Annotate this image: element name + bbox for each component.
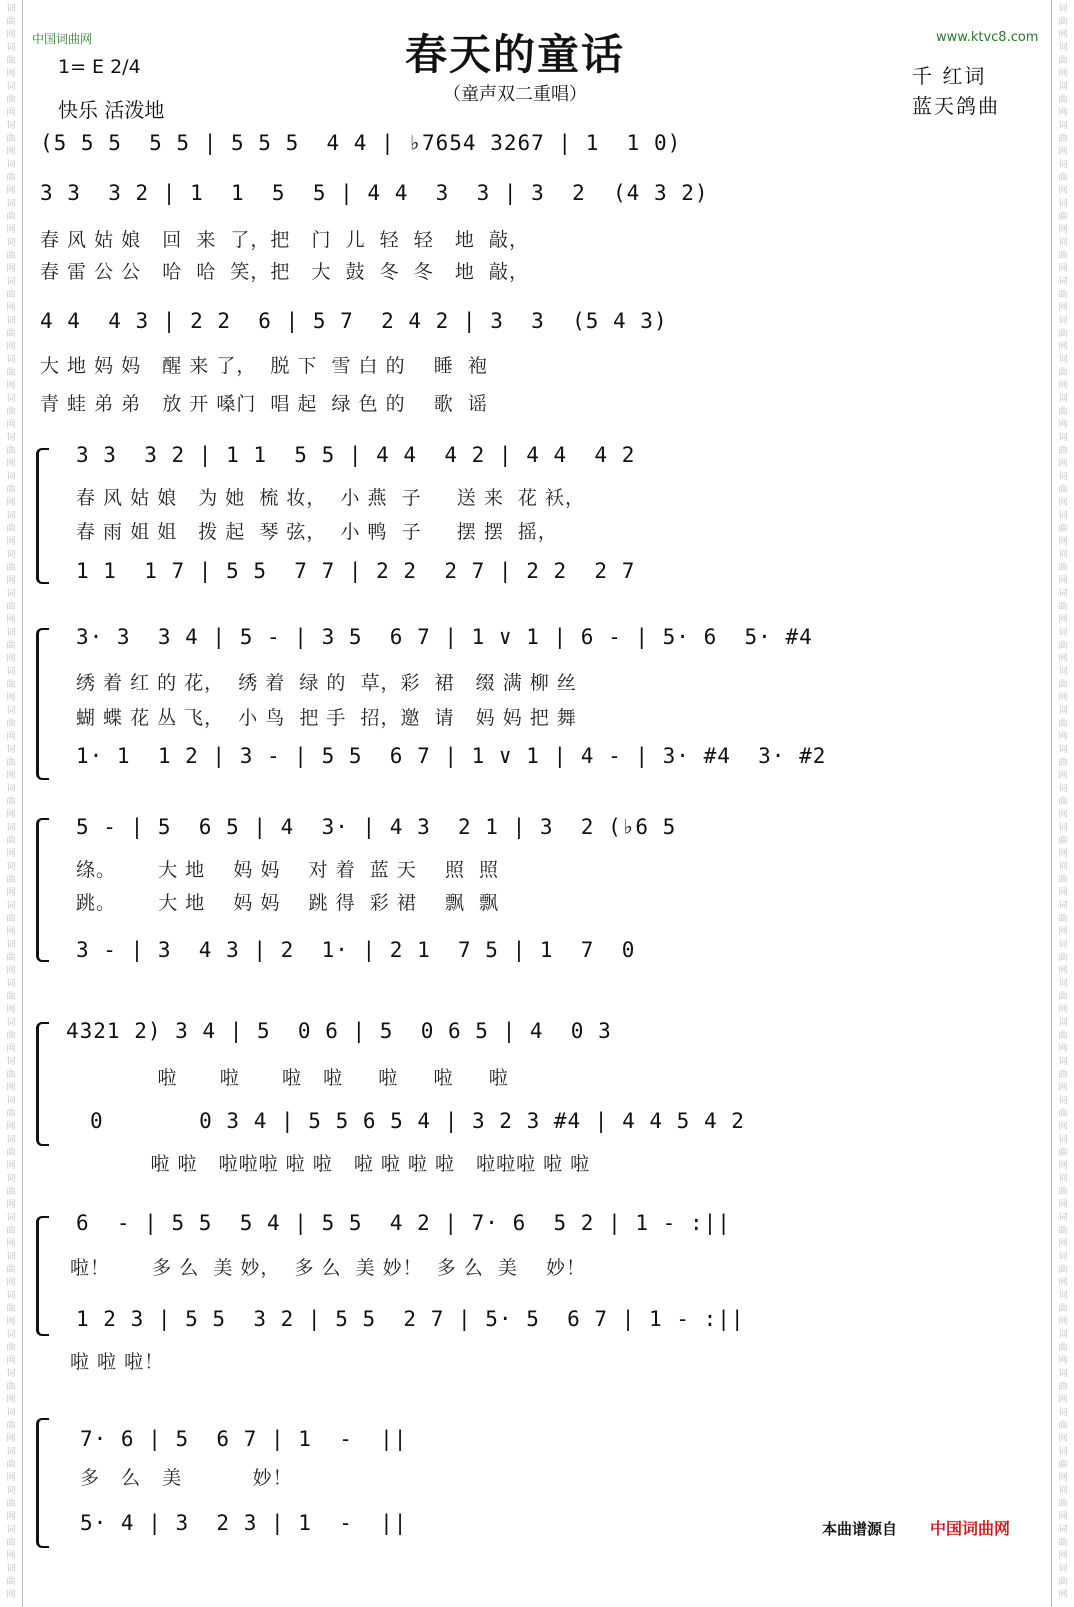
watermark-glyph: 曲 (6, 1577, 16, 1587)
watermark-glyph: 词 (1058, 862, 1068, 872)
watermark-glyph: 曲 (6, 95, 16, 105)
system-brace (36, 818, 49, 962)
watermark-glyph: 网 (1058, 810, 1068, 820)
watermark-glyph: 网 (6, 693, 16, 703)
lyrics-chorus1-line1: 春 风 姑 娘 为 她 梳 妆， 小 燕 子 送 来 花 袄， (76, 487, 585, 509)
watermark-glyph: 网 (1058, 264, 1068, 274)
watermark-glyph: 曲 (6, 563, 16, 573)
watermark-glyph: 曲 (6, 446, 16, 456)
watermark-glyph: 网 (1058, 1317, 1068, 1327)
watermark-glyph: 词 (6, 823, 16, 833)
watermark-glyph: 曲 (6, 407, 16, 417)
watermark-glyph: 词 (1058, 511, 1068, 521)
watermark-glyph: 网 (6, 108, 16, 118)
score-row-chorus5-lower: 1 2 3 | 5 5 3 2 | 5 5 2 7 | 5· 5 6 7 | 1 - :|| (76, 1307, 745, 1331)
watermark-glyph: 网 (6, 1317, 16, 1327)
watermark-glyph: 曲 (6, 1538, 16, 1548)
lyrics-chorus5-line1: 啦！ 多 么 美 妙， 多 么 美 妙！ 多 么 美 妙！ (70, 1257, 586, 1279)
watermark-glyph: 词 (6, 199, 16, 209)
watermark-strip-left (0, 0, 23, 1607)
watermark-glyph: 曲 (1058, 56, 1068, 66)
watermark-glyph: 词 (6, 1174, 16, 1184)
watermark-glyph: 词 (1058, 433, 1068, 443)
watermark-glyph: 词 (6, 277, 16, 287)
watermark-glyph: 词 (6, 160, 16, 170)
watermark-glyph: 网 (1058, 888, 1068, 898)
lyrics-chorus3-line1: 绦。 大 地 妈 妈 对 着 蓝 天 照 照 (76, 859, 500, 881)
score-row-chorus2-upper: 3· 3 3 4 | 5 - | 3 5 6 7 | 1 ∨ 1 | 6 - | 5· 6 5· #4 (76, 625, 813, 649)
watermark-glyph: 网 (1058, 147, 1068, 157)
watermark-glyph: 词 (1058, 1135, 1068, 1145)
watermark-glyph: 词 (1058, 1174, 1068, 1184)
score-row-coda-lower: 5· 4 | 3 2 3 | 1 - || (80, 1511, 408, 1535)
watermark-glyph: 词 (6, 1213, 16, 1223)
watermark-glyph: 词 (1058, 940, 1068, 950)
watermark-glyph: 网 (1058, 1551, 1068, 1561)
score-row-chorus1-upper: 3 3 3 2 | 1 1 5 5 | 4 4 4 2 | 4 4 4 2 (76, 443, 636, 467)
lyrics-coda: 多 么 美 妙！ (80, 1467, 293, 1489)
watermark-glyph: 曲 (1058, 95, 1068, 105)
watermark-glyph: 网 (1058, 732, 1068, 742)
watermark-glyph: 词 (6, 355, 16, 365)
watermark-glyph: 网 (6, 1395, 16, 1405)
watermark-glyph: 曲 (6, 134, 16, 144)
watermark-glyph: 曲 (1058, 758, 1068, 768)
watermark-glyph: 网 (6, 1356, 16, 1366)
system-brace (36, 1216, 49, 1336)
watermark-glyph: 词 (6, 433, 16, 443)
score-row-chorus5-upper: 6 - | 5 5 5 4 | 5 5 4 2 | 7· 6 5 2 | 1 - :|| (76, 1211, 731, 1235)
watermark-glyph: 网 (1058, 1356, 1068, 1366)
watermark-glyph: 网 (6, 147, 16, 157)
watermark-glyph: 网 (1058, 1512, 1068, 1522)
watermark-glyph: 曲 (6, 1460, 16, 1470)
score-row-chorus1-lower: 1 1 1 7 | 5 5 7 7 | 2 2 2 7 | 2 2 2 7 (76, 559, 636, 583)
watermark-glyph: 网 (6, 225, 16, 235)
watermark-glyph: 词 (6, 1291, 16, 1301)
watermark-glyph: 词 (1058, 160, 1068, 170)
watermark-glyph: 曲 (6, 1343, 16, 1353)
watermark-glyph: 词 (1058, 784, 1068, 794)
watermark-glyph: 曲 (6, 1421, 16, 1431)
watermark-glyph: 曲 (6, 56, 16, 66)
watermark-glyph: 网 (6, 459, 16, 469)
watermark-glyph: 词 (1058, 277, 1068, 287)
watermark-glyph: 词 (1058, 199, 1068, 209)
watermark-glyph: 网 (6, 966, 16, 976)
watermark-glyph: 网 (6, 537, 16, 547)
score-row-chorus3-lower: 3 - | 3 4 3 | 2 1· | 2 1 7 5 | 1 7 0 (76, 938, 636, 962)
watermark-glyph: 曲 (1058, 1265, 1068, 1275)
watermark-glyph: 词 (6, 706, 16, 716)
lyrics-chorus1-line2: 春 雨 姐 姐 拨 起 琴 弦， 小 鸭 子 摆 摆 摇， (76, 521, 558, 543)
watermark-glyph: 词 (6, 667, 16, 677)
watermark-glyph: 词 (1058, 589, 1068, 599)
site-url-right[interactable]: www.ktvc8.com (936, 30, 1039, 45)
watermark-glyph: 词 (1058, 121, 1068, 131)
watermark-glyph: 曲 (1058, 1070, 1068, 1080)
watermark-glyph: 曲 (6, 1499, 16, 1509)
watermark-glyph: 词 (6, 1369, 16, 1379)
watermark-glyph: 词 (1058, 745, 1068, 755)
watermark-glyph: 网 (6, 303, 16, 313)
watermark-glyph: 曲 (6, 1031, 16, 1041)
watermark-glyph: 曲 (1058, 1382, 1068, 1392)
watermark-glyph: 网 (1058, 927, 1068, 937)
watermark-glyph: 曲 (6, 797, 16, 807)
watermark-glyph: 词 (6, 979, 16, 989)
watermark-glyph: 曲 (1058, 446, 1068, 456)
watermark-glyph: 曲 (1058, 1343, 1068, 1353)
watermark-glyph: 词 (1058, 43, 1068, 53)
watermark-glyph: 词 (6, 940, 16, 950)
watermark-glyph: 曲 (1058, 1499, 1068, 1509)
watermark-glyph: 词 (6, 1447, 16, 1457)
watermark-glyph: 词 (1058, 472, 1068, 482)
watermark-glyph: 网 (6, 654, 16, 664)
watermark-glyph: 曲 (6, 758, 16, 768)
watermark-glyph: 曲 (1058, 1226, 1068, 1236)
watermark-glyph: 词 (6, 121, 16, 131)
key-signature: 1= E 2/4 (58, 56, 141, 78)
watermark-glyph: 网 (6, 1590, 16, 1600)
watermark-glyph: 曲 (6, 680, 16, 690)
watermark-glyph: 网 (1058, 342, 1068, 352)
watermark-glyph: 网 (1058, 1590, 1068, 1600)
watermark-glyph: 网 (1058, 186, 1068, 196)
lyrics-chorus3-line2: 跳。 大 地 妈 妈 跳 得 彩 裙 飘 飘 (76, 892, 500, 914)
watermark-glyph: 网 (1058, 1473, 1068, 1483)
watermark-glyph: 曲 (1058, 836, 1068, 846)
watermark-glyph: 曲 (6, 1382, 16, 1392)
watermark-glyph: 曲 (1058, 1148, 1068, 1158)
watermark-glyph: 网 (6, 1005, 16, 1015)
watermark-glyph: 词 (1058, 1330, 1068, 1340)
score-row-chorus4-lower: 0 0 3 4 | 5 5 6 5 4 | 3 2 3 #4 | 4 4 5 4 2 (90, 1109, 745, 1133)
watermark-glyph: 网 (1058, 1083, 1068, 1093)
watermark-glyph: 网 (1058, 30, 1068, 40)
watermark-glyph: 网 (1058, 537, 1068, 547)
watermark-glyph: 曲 (1058, 1538, 1068, 1548)
lyricist-credit: 千 红词 (912, 64, 987, 88)
watermark-glyph: 曲 (6, 290, 16, 300)
watermark-glyph: 曲 (1058, 797, 1068, 807)
watermark-glyph: 曲 (1058, 1460, 1068, 1470)
watermark-glyph: 曲 (1058, 680, 1068, 690)
watermark-glyph: 曲 (1058, 485, 1068, 495)
watermark-glyph: 网 (6, 1161, 16, 1171)
watermark-glyph: 网 (1058, 1434, 1068, 1444)
watermark-glyph: 网 (6, 1122, 16, 1132)
watermark-glyph: 网 (6, 381, 16, 391)
song-title: 春天的童话 (404, 30, 625, 79)
watermark-glyph: 曲 (6, 329, 16, 339)
watermark-glyph: 词 (1058, 667, 1068, 677)
watermark-glyph: 曲 (1058, 953, 1068, 963)
watermark-glyph: 网 (1058, 771, 1068, 781)
watermark-glyph: 词 (1058, 823, 1068, 833)
system-brace (36, 1022, 49, 1146)
watermark-glyph: 曲 (1058, 1109, 1068, 1119)
watermark-glyph: 词 (6, 1135, 16, 1145)
score-row-coda-upper: 7· 6 | 5 6 7 | 1 - || (80, 1427, 408, 1451)
lyrics-verse1-line2: 春 雷 公 公 哈 哈 笑，把 大 鼓 冬 冬 地 敲， (40, 261, 529, 283)
watermark-glyph: 网 (1058, 576, 1068, 586)
watermark-glyph: 网 (1058, 1161, 1068, 1171)
score-row-chorus4-upper: 4321 2) 3 4 | 5 0 6 | 5 0 6 5 | 4 0 3 (66, 1019, 612, 1043)
lyrics-chorus4-line2: 啦 啦 啦啦啦 啦 啦 啦 啦 啦 啦 啦啦啦 啦 啦 (66, 1153, 591, 1175)
watermark-glyph: 词 (1058, 1447, 1068, 1457)
watermark-glyph: 曲 (1058, 134, 1068, 144)
watermark-glyph: 网 (1058, 303, 1068, 313)
lyrics-verse1-line1: 春 风 姑 娘 回 来 了，把 门 儿 轻 轻 地 敲， (40, 229, 529, 251)
watermark-glyph: 词 (1058, 82, 1068, 92)
watermark-glyph: 词 (6, 4, 16, 14)
watermark-glyph: 曲 (6, 836, 16, 846)
watermark-glyph: 网 (6, 1473, 16, 1483)
watermark-glyph: 词 (1058, 1408, 1068, 1418)
watermark-glyph: 词 (1058, 706, 1068, 716)
watermark-glyph: 网 (1058, 1239, 1068, 1249)
lyrics-verse2-line1: 大 地 妈 妈 醒 来 了， 脱 下 雪 白 的 睡 袍 (40, 355, 488, 377)
watermark-glyph: 曲 (6, 1187, 16, 1197)
watermark-glyph: 网 (1058, 615, 1068, 625)
watermark-glyph: 曲 (1058, 212, 1068, 222)
watermark-glyph: 网 (6, 1551, 16, 1561)
watermark-glyph: 词 (6, 82, 16, 92)
watermark-glyph: 词 (1058, 1525, 1068, 1535)
watermark-glyph: 曲 (6, 17, 16, 27)
watermark-glyph: 曲 (6, 524, 16, 534)
watermark-glyph: 网 (6, 576, 16, 586)
watermark-glyph: 网 (1058, 108, 1068, 118)
watermark-glyph: 曲 (6, 602, 16, 612)
watermark-glyph: 网 (6, 264, 16, 274)
watermark-glyph: 网 (1058, 69, 1068, 79)
watermark-glyph: 网 (6, 342, 16, 352)
watermark-glyph: 词 (6, 43, 16, 53)
watermark-glyph: 网 (6, 69, 16, 79)
watermark-glyph: 词 (6, 394, 16, 404)
watermark-glyph: 曲 (1058, 602, 1068, 612)
watermark-glyph: 词 (6, 1486, 16, 1496)
watermark-glyph: 曲 (1058, 17, 1068, 27)
watermark-glyph: 网 (6, 849, 16, 859)
watermark-glyph: 词 (1058, 1096, 1068, 1106)
source-label: 本曲谱源自 (822, 1520, 898, 1538)
watermark-glyph: 网 (6, 615, 16, 625)
watermark-glyph: 网 (6, 1239, 16, 1249)
watermark-glyph: 网 (6, 1278, 16, 1288)
system-brace (36, 1418, 49, 1548)
watermark-glyph: 曲 (1058, 1031, 1068, 1041)
watermark-glyph: 词 (6, 1408, 16, 1418)
watermark-glyph: 曲 (1058, 1421, 1068, 1431)
watermark-glyph: 词 (6, 1525, 16, 1535)
watermark-glyph: 词 (1058, 238, 1068, 248)
source-site-link[interactable]: 中国词曲网 (930, 1519, 1011, 1538)
watermark-glyph: 网 (1058, 459, 1068, 469)
watermark-glyph: 曲 (6, 1109, 16, 1119)
watermark-glyph: 曲 (1058, 173, 1068, 183)
watermark-glyph: 词 (1058, 1252, 1068, 1262)
watermark-glyph: 词 (6, 862, 16, 872)
watermark-glyph: 词 (1058, 628, 1068, 638)
watermark-glyph: 词 (1058, 316, 1068, 326)
watermark-glyph: 网 (1058, 1005, 1068, 1015)
lyrics-chorus5-line2: 啦 啦 啦！ (70, 1351, 165, 1373)
watermark-glyph: 曲 (1058, 914, 1068, 924)
watermark-glyph: 网 (1058, 1122, 1068, 1132)
watermark-glyph: 曲 (6, 1304, 16, 1314)
watermark-glyph: 网 (6, 1434, 16, 1444)
watermark-glyph: 曲 (1058, 290, 1068, 300)
watermark-glyph: 曲 (6, 641, 16, 651)
lyrics-chorus4-line1: 啦 啦 啦 啦 啦 啦 啦 (66, 1067, 509, 1089)
watermark-glyph: 网 (1058, 420, 1068, 430)
watermark-glyph: 词 (1058, 1369, 1068, 1379)
watermark-glyph: 词 (6, 511, 16, 521)
watermark-glyph: 网 (6, 186, 16, 196)
watermark-glyph: 网 (6, 498, 16, 508)
watermark-glyph: 曲 (1058, 524, 1068, 534)
watermark-glyph: 曲 (1058, 251, 1068, 261)
watermark-glyph: 网 (6, 927, 16, 937)
watermark-glyph: 曲 (1058, 1577, 1068, 1587)
watermark-glyph: 词 (6, 316, 16, 326)
score-row-intro: (5 5 5 5 5 | 5 5 5 4 4 | ♭7654 3267 | 1 1 0) (40, 131, 682, 155)
watermark-glyph: 曲 (6, 485, 16, 495)
score-row-verse2: 4 4 4 3 | 2 2 6 | 5 7 2 4 2 | 3 3 (5 4 3) (40, 309, 668, 333)
watermark-glyph: 网 (1058, 381, 1068, 391)
watermark-glyph: 词 (6, 628, 16, 638)
watermark-glyph: 曲 (1058, 1187, 1068, 1197)
watermark-glyph: 网 (1058, 1044, 1068, 1054)
watermark-glyph: 网 (6, 1083, 16, 1093)
watermark-glyph: 网 (6, 1044, 16, 1054)
watermark-glyph: 曲 (6, 212, 16, 222)
watermark-glyph: 曲 (6, 1070, 16, 1080)
watermark-glyph: 曲 (1058, 329, 1068, 339)
watermark-glyph: 词 (1058, 1057, 1068, 1067)
watermark-glyph: 曲 (1058, 368, 1068, 378)
watermark-glyph: 曲 (1058, 641, 1068, 651)
watermark-glyph: 网 (1058, 1278, 1068, 1288)
tempo-marking: 快乐 活泼地 (58, 98, 165, 122)
watermark-glyph: 曲 (6, 1148, 16, 1158)
watermark-glyph: 词 (1058, 550, 1068, 560)
watermark-glyph: 网 (6, 810, 16, 820)
watermark-glyph: 曲 (1058, 992, 1068, 1002)
watermark-glyph: 曲 (6, 173, 16, 183)
system-brace (36, 448, 49, 584)
watermark-glyph: 网 (6, 420, 16, 430)
watermark-glyph: 词 (6, 1564, 16, 1574)
watermark-glyph: 词 (1058, 4, 1068, 14)
watermark-glyph: 网 (1058, 849, 1068, 859)
score-row-chorus2-lower: 1· 1 1 2 | 3 - | 5 5 6 7 | 1 ∨ 1 | 4 - | 3· #4 3· #2 (76, 744, 827, 768)
watermark-glyph: 词 (6, 1096, 16, 1106)
watermark-glyph: 网 (6, 771, 16, 781)
watermark-glyph: 词 (6, 784, 16, 794)
watermark-glyph: 曲 (6, 368, 16, 378)
score-row-chorus3-upper: 5 - | 5 6 5 | 4 3· | 4 3 2 1 | 3 2 (♭6 5 (76, 815, 677, 839)
watermark-glyph: 词 (1058, 1486, 1068, 1496)
watermark-glyph: 曲 (1058, 563, 1068, 573)
watermark-glyph: 词 (6, 1057, 16, 1067)
watermark-glyph: 曲 (6, 719, 16, 729)
song-subtitle: （童声双二重唱） (443, 84, 587, 105)
composer-credit: 蓝天鸽曲 (912, 94, 1000, 118)
watermark-glyph: 词 (1058, 1564, 1068, 1574)
watermark-glyph: 词 (1058, 901, 1068, 911)
system-brace (36, 628, 49, 780)
watermark-glyph: 曲 (6, 1226, 16, 1236)
watermark-glyph: 网 (6, 732, 16, 742)
watermark-glyph: 曲 (1058, 1304, 1068, 1314)
watermark-glyph: 词 (6, 589, 16, 599)
watermark-glyph: 网 (1058, 1200, 1068, 1210)
watermark-glyph: 网 (6, 1200, 16, 1210)
watermark-glyph: 网 (1058, 693, 1068, 703)
watermark-glyph: 网 (6, 888, 16, 898)
watermark-glyph: 网 (1058, 225, 1068, 235)
watermark-glyph: 曲 (6, 1265, 16, 1275)
watermark-glyph: 曲 (6, 875, 16, 885)
site-logo-left[interactable]: 中国词曲网 (32, 32, 93, 46)
watermark-glyph: 网 (6, 1512, 16, 1522)
watermark-glyph: 词 (1058, 1018, 1068, 1028)
lyrics-chorus2-line1: 绣 着 红 的 花， 绣 着 绿 的 草，彩 裙 缀 满 柳 丝 (76, 672, 577, 694)
lyrics-chorus2-line2: 蝴 蝶 花 丛 飞， 小 鸟 把 手 招，邀 请 妈 妈 把 舞 (76, 707, 577, 729)
watermark-glyph: 网 (1058, 966, 1068, 976)
watermark-glyph: 网 (1058, 1395, 1068, 1405)
lyrics-verse2-line2: 青 蛙 弟 弟 放 开 嗓门 唱 起 绿 色 的 歌 谣 (40, 393, 488, 415)
watermark-glyph: 词 (1058, 355, 1068, 365)
watermark-glyph: 曲 (6, 914, 16, 924)
watermark-glyph: 网 (1058, 498, 1068, 508)
watermark-glyph: 词 (6, 1018, 16, 1028)
watermark-glyph: 词 (1058, 394, 1068, 404)
watermark-glyph: 词 (6, 1330, 16, 1340)
watermark-glyph: 词 (1058, 1291, 1068, 1301)
watermark-glyph: 曲 (1058, 719, 1068, 729)
watermark-glyph: 词 (6, 745, 16, 755)
watermark-glyph: 网 (1058, 654, 1068, 664)
watermark-glyph: 词 (1058, 979, 1068, 989)
watermark-glyph: 曲 (6, 953, 16, 963)
watermark-glyph: 词 (6, 550, 16, 560)
watermark-glyph: 曲 (6, 992, 16, 1002)
watermark-glyph: 曲 (1058, 875, 1068, 885)
watermark-glyph: 曲 (1058, 407, 1068, 417)
watermark-glyph: 词 (6, 1252, 16, 1262)
watermark-glyph: 词 (6, 238, 16, 248)
watermark-glyph: 词 (6, 472, 16, 482)
watermark-glyph: 网 (6, 30, 16, 40)
watermark-glyph: 曲 (6, 251, 16, 261)
watermark-glyph: 词 (1058, 1213, 1068, 1223)
watermark-glyph: 词 (6, 901, 16, 911)
score-row-verse1: 3 3 3 2 | 1 1 5 5 | 4 4 3 3 | 3 2 (4 3 2) (40, 181, 709, 205)
